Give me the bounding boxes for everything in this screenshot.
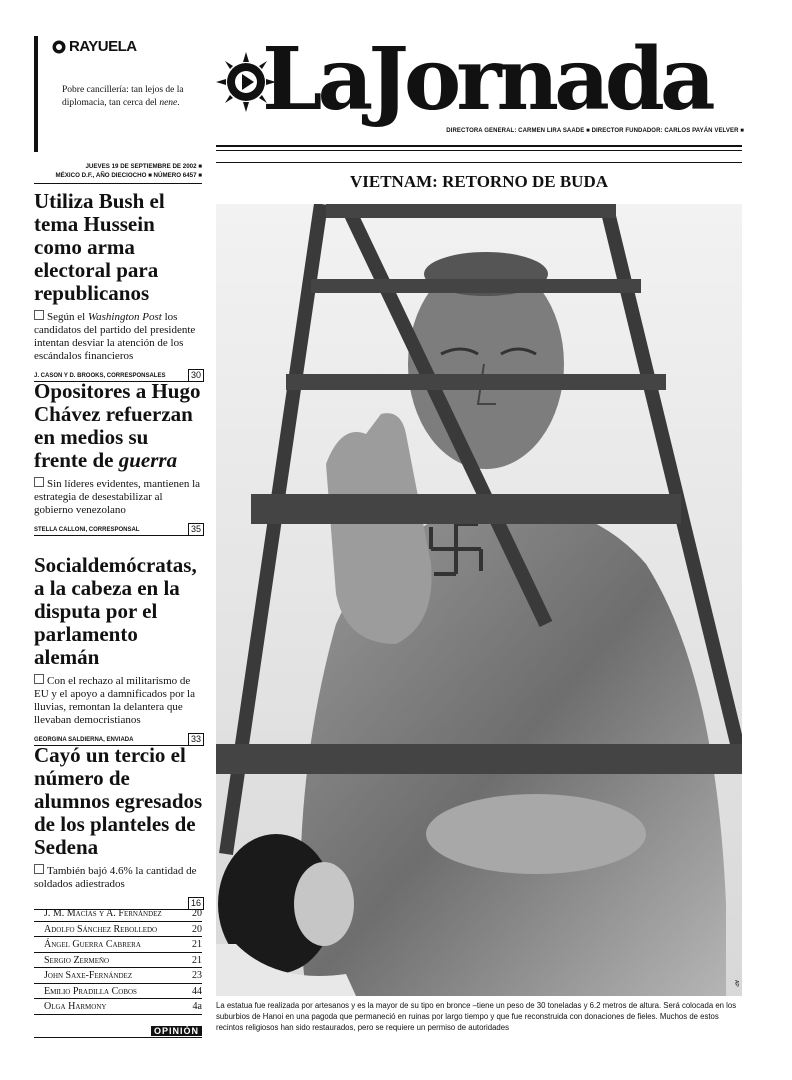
bullet-box-icon — [34, 310, 44, 320]
bullet-box-icon — [34, 864, 44, 874]
buddha-scaffold-illustration — [216, 204, 742, 996]
dateline-rule — [34, 183, 202, 184]
page-reference[interactable]: 33 — [188, 733, 204, 745]
rayuela-box — [34, 36, 202, 152]
story-headline[interactable]: Socialdemócratas, a la cabeza en la disputa por el parlamento alemán — [34, 553, 197, 669]
story-summary: Sin líderes evidentes, mantienen la estrategia de desestabilizar al gobierno venezolano — [34, 478, 201, 516]
story-headline[interactable]: Utiliza Bush el tema Hussein como arma electoral para republicanos — [34, 189, 165, 305]
opinion-index — [34, 906, 202, 1015]
photo-title: VIETNAM: RETORNO DE BUDA — [349, 172, 608, 191]
buddha-photo[interactable] — [216, 204, 742, 996]
opinion-item[interactable]: J. M. Macías y A. Fernández 20 — [34, 906, 202, 922]
story-byline — [34, 521, 204, 536]
photo-caption: La estatua fue realizada por artesanos y es la mayor de su tipo en bronce –tiene un peso de 30 toneladas y 6.2 metros de altura. Será colocada en los suburbios de Hanoi en una pagoda que permaneció en ruinas por largo tiempo y que fue reconstruida con donaciones de fieles. Muchos de estos recintos religiosos han sido restaurados, pero se requiere un permiso de autoridades — [216, 1001, 737, 1032]
opinion-item[interactable]: Ángel Guerra Cabrera 21 — [34, 937, 202, 953]
page-reference[interactable]: 30 — [188, 369, 204, 381]
rayuela-title: RAYUELA — [52, 38, 137, 55]
masthead-credits: DIRECTORA GENERAL: CARMEN LIRA SAADE ■ DIRECTOR FUNDADOR: CARLOS PAYÁN VELVER ■ — [446, 128, 744, 134]
story-headline[interactable]: Cayó un tercio el número de alumnos egresados de los planteles de Sedena — [34, 743, 203, 859]
story-summary: Según el Washington Post los candidatos del partido del presidente intentan desviar la atención de los escándalos financieros — [34, 311, 196, 362]
opinion-item[interactable]: Olga Harmony 4a — [34, 999, 202, 1015]
story-sedena[interactable] — [34, 744, 204, 910]
story-chavez[interactable] — [34, 380, 204, 536]
masthead-rule — [216, 145, 742, 147]
opinion-item[interactable]: John Saxe-Fernández 23 — [34, 968, 202, 984]
rayuela-sun-icon — [52, 40, 66, 54]
byline-author: GEORGINA SALDIERNA, ENVIADA — [34, 737, 134, 743]
masthead-rule — [216, 150, 742, 151]
bullet-box-icon — [34, 674, 44, 684]
opinion-item[interactable]: Sergio Zermeño 21 — [34, 953, 202, 969]
bullet-box-icon — [34, 477, 44, 487]
photo-credit: AP — [733, 980, 739, 987]
page-reference[interactable]: 35 — [188, 523, 204, 535]
story-summary: También bajó 4.6% la cantidad de soldados adiestrados — [34, 865, 197, 890]
dateline — [34, 162, 202, 180]
newspaper-logo: LaJornada — [262, 29, 711, 130]
opinion-section-label: OPINIÓN — [34, 1027, 202, 1038]
masthead — [214, 29, 744, 146]
masthead-rule — [216, 162, 742, 163]
story-headline[interactable]: Opositores a Hugo Chávez refuerzan en medios su frente de guerra — [34, 379, 201, 472]
byline-author: STELLA CALLONI, CORRESPONSAL — [34, 527, 140, 533]
opinion-item[interactable]: Adolfo Sánchez Rebolledo 20 — [34, 922, 202, 938]
story-bush[interactable] — [34, 190, 204, 382]
story-summary: Con el rechazo al militarismo de EU y el apoyo a damnificados por la lluvias, remontan la delantera que llevaban democristianos — [34, 675, 195, 726]
byline-author: J. CASON Y D. BROOKS, CORRESPONSALES — [34, 373, 166, 379]
dateline-date: JUEVES 19 DE SEPTIEMBRE DE 2002 ■ — [85, 163, 202, 170]
page-reference[interactable]: 16 — [188, 897, 204, 909]
dateline-issue: MÉXICO D.F., AÑO DIECIOCHO ■ NÚMERO 6457 ■ — [55, 172, 202, 179]
opinion-item[interactable]: Emilio Pradilla Cobos 44 — [34, 984, 202, 1000]
story-socialdemocratas[interactable] — [34, 554, 204, 746]
rayuela-text: Pobre cancillería: tan lejos de la diplomacia, tan cerca del nene. — [62, 85, 184, 108]
